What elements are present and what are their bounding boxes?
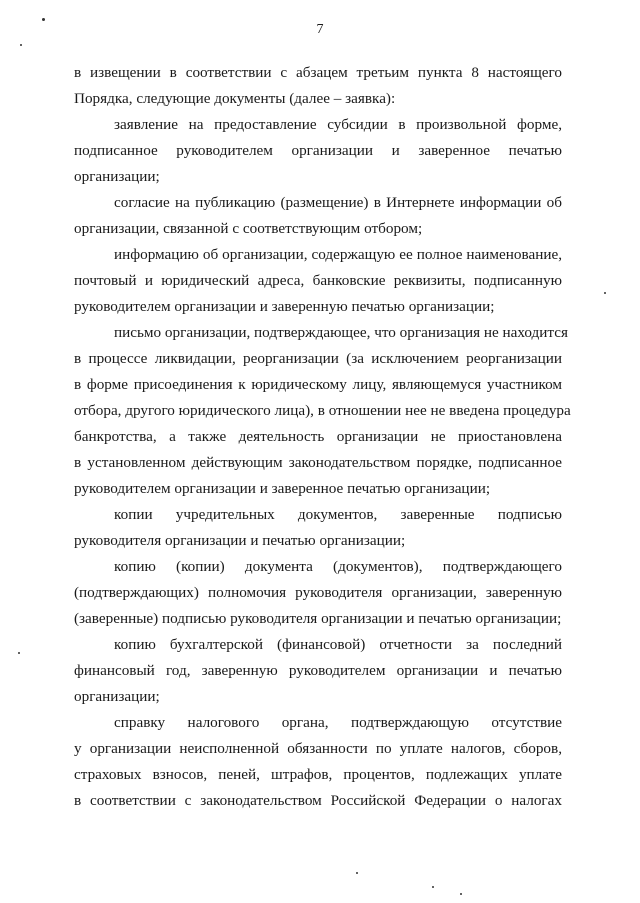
scan-speck: [604, 292, 606, 294]
text-line: организации;: [74, 688, 160, 705]
text-line: согласие на публикацию (размещение) в Интернете информации об: [114, 194, 562, 211]
text-line: руководителем организации и заверенное печатью организации;: [74, 480, 491, 497]
text-line: банкротства, а также деятельность организации не приостановлена: [74, 428, 562, 445]
text-line: подписанное руководителем организации и заверенное печатью: [74, 142, 562, 159]
text-line: Порядка, следующие документы (далее – заявка):: [74, 90, 396, 107]
text-line: организации, связанной с соответствующим отбором;: [74, 220, 423, 237]
text-line: информацию об организации, содержащую ее полное наименование,: [114, 246, 562, 263]
text-line: финансовый год, заверенную руководителем организации и печатью: [74, 662, 562, 679]
text-line: справку налогового органа, подтверждающую отсутствие: [114, 714, 562, 731]
text-line: руководителя организации и печатью организации;: [74, 532, 406, 549]
text-line: в процессе ликвидации, реорганизации (за исключением реорганизации: [74, 350, 562, 367]
scan-speck: [460, 893, 462, 895]
scan-speck: [432, 886, 434, 888]
scan-speck: [356, 872, 358, 874]
text-line: копию (копии) документа (документов), подтверждающего: [114, 558, 562, 575]
text-line: заявление на предоставление субсидии в произвольной форме,: [114, 116, 562, 133]
text-line: в установленном действующим законодательством порядке, подписанное: [74, 454, 562, 471]
scan-speck: [18, 652, 20, 654]
text-line: (подтверждающих) полномочия руководителя организации, заверенную: [74, 584, 562, 601]
text-line: руководителем организации и заверенную печатью организации;: [74, 298, 495, 315]
text-line: копию бухгалтерской (финансовой) отчетности за последний: [114, 636, 562, 653]
text-line: отбора, другого юридического лица), в отношении нее не введена процедура: [74, 402, 571, 419]
scan-speck: [42, 18, 45, 21]
scan-speck: [20, 44, 22, 46]
text-line: у организации неисполненной обязанности по уплате налогов, сборов,: [74, 740, 562, 757]
text-line: в соответствии с законодательством Российской Федерации о налогах: [74, 792, 562, 809]
text-line: организации;: [74, 168, 160, 185]
text-line: в форме присоединения к юридическому лицу, являющемуся участником: [74, 376, 562, 393]
text-line: почтовый и юридический адреса, банковские реквизиты, подписанную: [74, 272, 562, 289]
page-number: 7: [316, 22, 324, 37]
text-line: в извещении в соответствии с абзацем третьим пункта 8 настоящего: [74, 64, 562, 81]
text-line: страховых взносов, пеней, штрафов, процентов, подлежащих уплате: [74, 766, 562, 783]
text-line: (заверенные) подписью руководителя организации и печатью организации;: [74, 610, 562, 627]
text-line: письмо организации, подтверждающее, что организация не находится: [114, 324, 568, 341]
document-body: [74, 60, 571, 814]
text-line: копии учредительных документов, заверенные подписью: [114, 506, 562, 523]
